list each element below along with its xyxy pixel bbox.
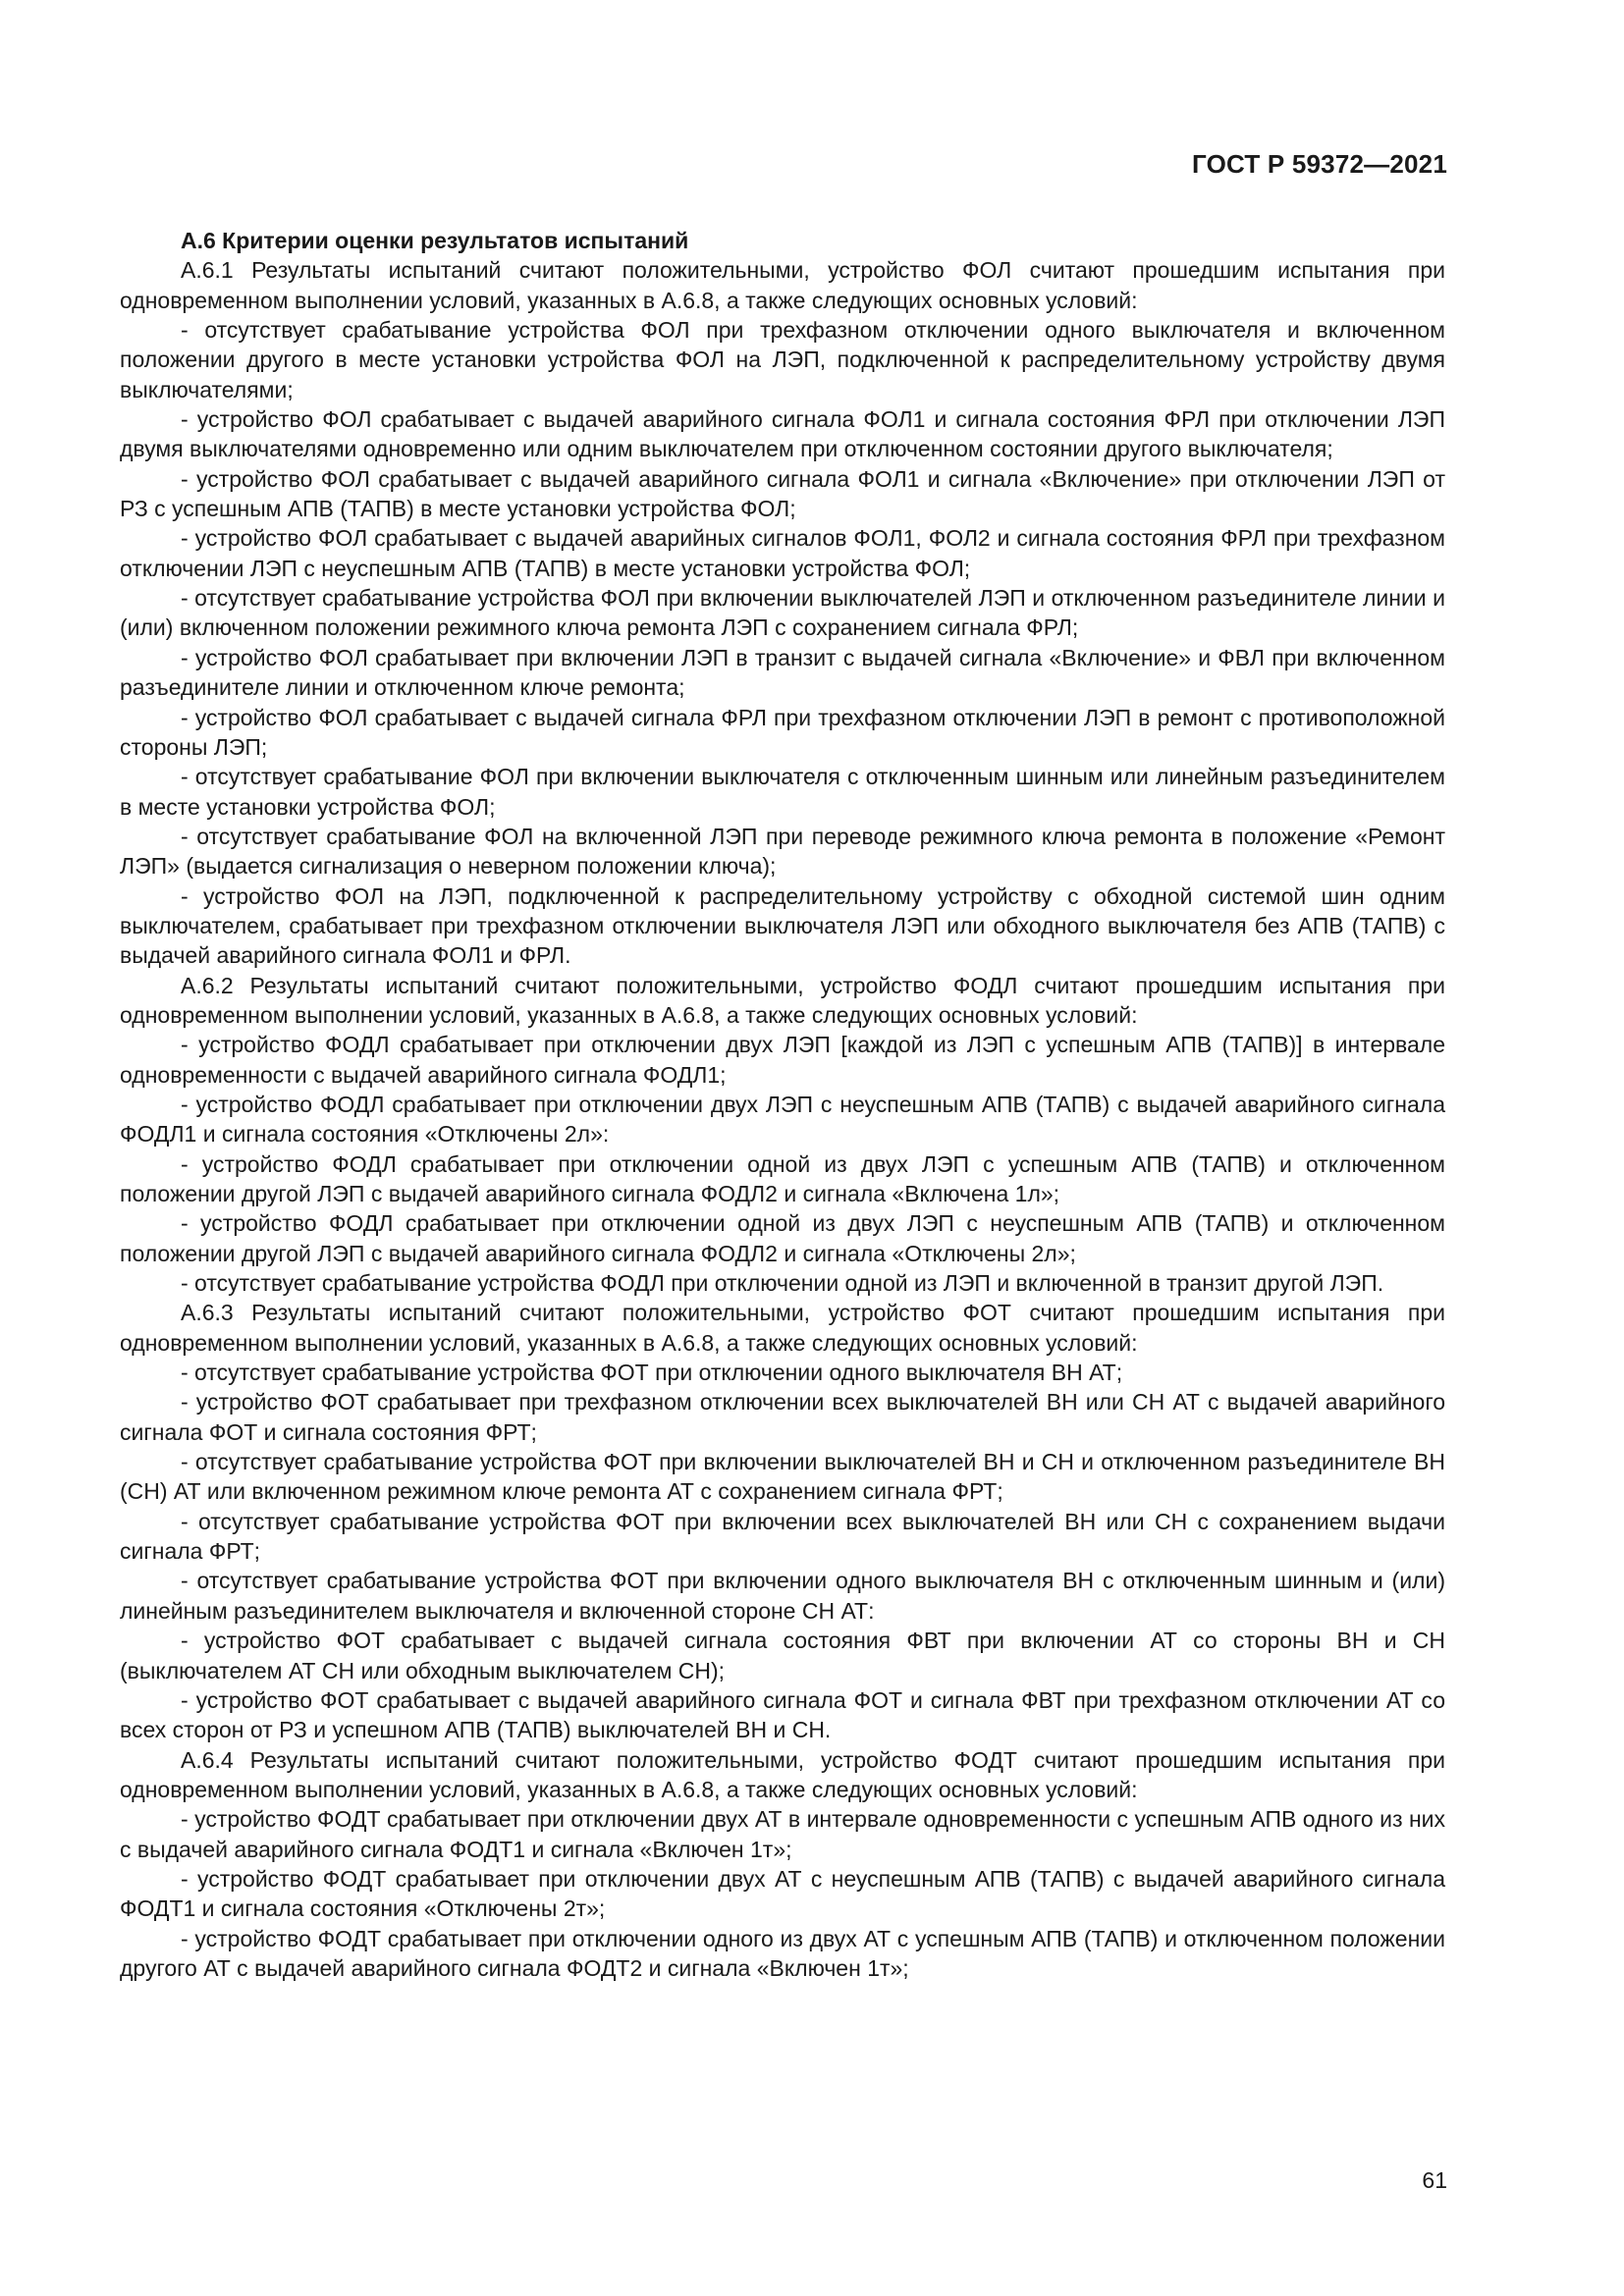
paragraph: - отсутствует срабатывание устройства ФОДЛ при отключении одной из ЛЭП и включенной в транзит другой ЛЭП. [181,1270,1384,1297]
paragraph: - устройство ФОДЛ срабатывает при отключении одной из двух ЛЭП с неуспешным АПВ (ТАПВ) и отключенном положении другой ЛЭП с выдачей аварийного сигнала ФОДЛ2 и сигнала «Отключены 2л»; [120,1210,1445,1266]
paragraph: А.6.4 Результаты испытаний считают положительными, устройство ФОДТ считают прошедшим испытания при одновременном выполнении условий, указанных в А.6.8, а также следующих основных условий: [120,1746,1445,1802]
paragraph: - отсутствует срабатывание ФОЛ при включении выключателя с отключенным шинным или линейным разъединителем в месте установки устройства ФОЛ; [120,764,1445,820]
paragraph: - устройство ФОТ срабатывает с выдачей сигнала состояния ФВТ при включении АТ со стороны ВН и СН (выключателем АТ СН или обходным выключателем СН); [120,1628,1445,1683]
paragraph: - устройство ФОТ срабатывает при трехфазном отключении всех выключателей ВН или СН АТ с выдачей аварийного сигнала ФОТ и сигнала состояния ФРТ; [120,1389,1445,1445]
paragraph: - отсутствует срабатывание устройства ФОТ при включении всех выключателей ВН или СН с сохранением выдачи сигнала ФРТ; [120,1508,1445,1565]
paragraph: - отсутствует срабатывание устройства ФОЛ при включении выключателей ЛЭП и отключенном разъединителе линии и (или) включенном положении режимного ключа ремонта ЛЭП с сохранением сигнала ФРЛ; [120,585,1445,641]
standard-header: ГОСТ Р 59372—2021 [1192,149,1447,179]
paragraph: А.6.2 Результаты испытаний считают положительными, устройство ФОДЛ считают прошедшим испытания при одновременном выполнении условий, указанных в А.6.8, а также следующих основных условий: [120,972,1445,1028]
section-title: А.6 Критерии оценки результатов испытаний [181,228,689,253]
paragraph: - устройство ФОДЛ срабатывает при отключении двух ЛЭП [каждой из ЛЭП с успешным АПВ (ТАПВ)] в интервале одновременности с выдачей аварийного сигнала ФОДЛ1; [120,1032,1445,1088]
paragraph: - устройство ФОТ срабатывает с выдачей аварийного сигнала ФОТ и сигнала ФВТ при трехфазном отключении АТ со всех сторон от РЗ и успешном АПВ (ТАПВ) выключателей ВН и СН. [120,1686,1445,1743]
paragraph: - устройство ФОДЛ срабатывает при отключении одной из двух ЛЭП с успешным АПВ (ТАПВ) и отключенном положении другой ЛЭП с выдачей аварийного сигнала ФОДЛ2 и сигнала «Включена 1л»; [120,1150,1445,1206]
paragraph: - отсутствует срабатывание ФОЛ на включенной ЛЭП при переводе режимного ключа ремонта в положение «Ремонт ЛЭП» (выдается сигнализация о неверном положении ключа); [120,823,1445,880]
paragraph: - отсутствует срабатывание устройства ФОТ при включении одного выключателя ВН с отключенным шинным и (или) линейным разъединителем выключателя и включенной стороне СН АТ: [120,1568,1445,1624]
paragraph: - устройство ФОЛ срабатывает с выдачей аварийного сигнала ФОЛ1 и сигнала состояния ФРЛ при отключении ЛЭП двумя выключателями одновременно или одним выключателем при отключенном состоянии другого выключателя; [120,406,1445,462]
paragraph: - отсутствует срабатывание устройства ФОЛ при трехфазном отключении одного выключателя и включенном положении другого в месте установки устройства ФОЛ на ЛЭП, подключенной к распределительному устройству двумя выключателями; [120,317,1445,402]
paragraph: А.6.1 Результаты испытаний считают положительными, устройство ФОЛ считают прошедшим испытания при одновременном выполнении условий, указанных в А.6.8, а также следующих основных условий: [120,257,1445,313]
paragraph: - устройство ФОЛ срабатывает с выдачей аварийного сигнала ФОЛ1 и сигнала «Включение» при отключении ЛЭП от РЗ с успешным АПВ (ТАПВ) в месте установки устройства ФОЛ; [120,465,1445,522]
paragraph: - устройство ФОЛ срабатывает с выдачей аварийных сигналов ФОЛ1, ФОЛ2 и сигнала состояния ФРЛ при трехфазном отключении ЛЭП с неуспешным АПВ (ТАПВ) в месте установки устройства ФОЛ; [120,525,1445,581]
paragraph: А.6.3 Результаты испытаний считают положительными, устройство ФОТ считают прошедшим испытания при одновременном выполнении условий, указанных в А.6.8, а также следующих основных условий: [120,1300,1445,1356]
document-body [120,226,1445,1983]
paragraph: - устройство ФОЛ срабатывает при включении ЛЭП в транзит с выдачей сигнала «Включение» и ФВЛ при включенном разъединителе линии и отключенном ключе ремонта; [120,644,1445,701]
paragraph: - устройство ФОЛ на ЛЭП, подключенной к распределительному устройству с обходной системой шин одним выключателем, срабатывает при трехфазном отключении выключателя ЛЭП или обходного выключателя без АПВ (ТАПВ) с выдачей аварийного сигнала ФОЛ1 и ФРЛ. [120,882,1445,969]
paragraph: - устройство ФОДТ срабатывает при отключении двух АТ с неуспешным АПВ (ТАПВ) с выдачей аварийного сигнала ФОДТ1 и сигнала состояния «Отключены 2т»; [120,1865,1445,1922]
paragraph: - устройство ФОДТ срабатывает при отключении одного из двух АТ с успешным АПВ (ТАПВ) и отключенном положении другого АТ с выдачей аварийного сигнала ФОДТ2 и сигнала «Включен 1т»; [120,1925,1445,1981]
paragraph: - устройство ФОДТ срабатывает при отключении двух АТ в интервале одновременности с успешным АПВ одного из них с выдачей аварийного сигнала ФОДТ1 и сигнала «Включен 1т»; [120,1806,1445,1862]
paragraph: - отсутствует срабатывание устройства ФОТ при включении выключателей ВН и СН и отключенном разъединителе ВН (СН) АТ или включенном режимном ключе ремонта АТ с сохранением сигнала ФРТ; [120,1449,1445,1505]
paragraph: - устройство ФОДЛ срабатывает при отключении двух ЛЭП с неуспешным АПВ (ТАПВ) с выдачей аварийного сигнала ФОДЛ1 и сигнала состояния «Отключены 2л»: [120,1091,1445,1148]
paragraph: - отсутствует срабатывание устройства ФОТ при отключении одного выключателя ВН АТ; [181,1360,1123,1386]
paragraph: - устройство ФОЛ срабатывает с выдачей сигнала ФРЛ при трехфазном отключении ЛЭП в ремонт с противоположной стороны ЛЭП; [120,704,1445,760]
page-number: 61 [1422,2167,1447,2193]
